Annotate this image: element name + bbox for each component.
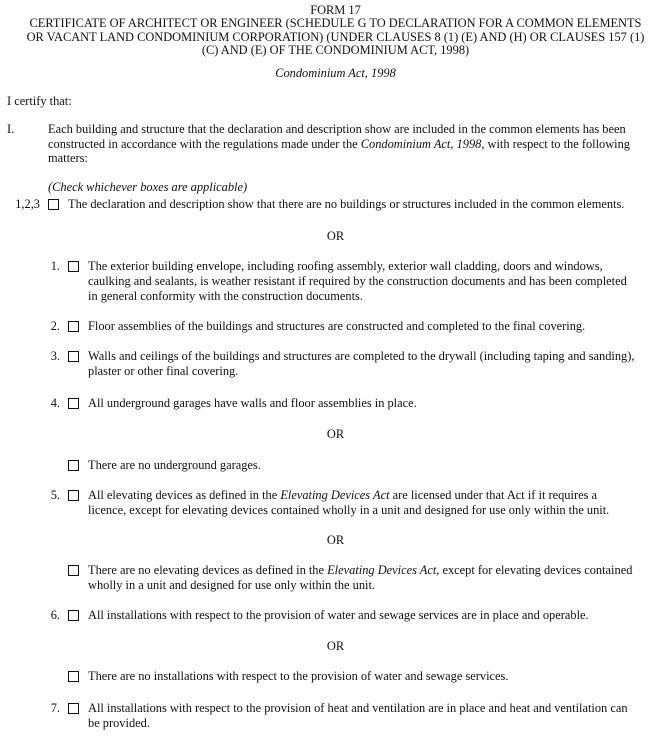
- checkbox-4b[interactable]: [68, 460, 79, 471]
- section-line-2-a: constructed in accordance with the regulations made under the: [48, 137, 361, 151]
- form-title-line-2: OR VACANT LAND CONDOMINIUM CORPORATION) (UNDER CLAUSES 8 (1) (E) AND (H) OR CLAUSES 157 (1): [26, 30, 645, 44]
- item-5-line-2: licence, except for elevating devices contained wholly in a unit and designed for use only within the unit.: [88, 503, 610, 517]
- section-line-2-italic: Condominium Act, 1998: [360, 137, 482, 151]
- item-5b-line-1: [88, 563, 632, 578]
- item-5b-line-1-a: There are no elevating devices as defined in the: [88, 563, 328, 577]
- item-number-1: 1.: [50, 259, 60, 273]
- item-number-2: 2.: [50, 319, 60, 333]
- section-line-2: [48, 137, 630, 152]
- section-line-3: matters:: [48, 151, 88, 165]
- item-5b-line-1-b: , except for elevating devices contained: [436, 563, 633, 577]
- or-separator-4: OR: [326, 639, 345, 653]
- item-5-line-1-a: All elevating devices as defined in the: [88, 488, 281, 502]
- item-number-123: 1,2,3: [15, 197, 40, 211]
- item-1-line-1: The exterior building envelope, including roofing assembly, exterior wall cladding, doors and windows,: [88, 259, 603, 273]
- item-1-line-3: in general conformity with the construction documents.: [88, 289, 363, 303]
- act-name: [0, 66, 671, 81]
- form-title-line-1: CERTIFICATE OF ARCHITECT OR ENGINEER (SCHEDULE G TO DECLARATION FOR A COMMON ELEMENTS: [29, 16, 642, 30]
- section-numeral: I.: [7, 122, 15, 136]
- item-5-line-1: [88, 488, 597, 503]
- checkbox-1[interactable]: [68, 261, 79, 272]
- section-line-2-b: , with respect to the following: [481, 137, 631, 151]
- checkbox-5[interactable]: [68, 490, 79, 501]
- item-3-line-1: Walls and ceilings of the buildings and structures are completed to the drywall (including taping and sanding),: [88, 349, 635, 363]
- item-text-123: The declaration and description show that there are no buildings or structures included in the common elements.: [68, 197, 625, 211]
- item-2-text: Floor assemblies of the buildings and structures are constructed and completed to the final covering.: [88, 319, 586, 333]
- item-5-line-1-italic: Elevating Devices Act: [280, 488, 390, 502]
- item-5b-line-2: wholly in a unit and designed for use only within the unit.: [88, 578, 376, 592]
- item-number-5: 5.: [50, 488, 60, 502]
- item-7-line-2: be provided.: [88, 716, 150, 730]
- item-number-3: 3.: [50, 349, 60, 363]
- checkbox-123[interactable]: [48, 199, 59, 210]
- checkbox-6b[interactable]: [68, 671, 79, 682]
- or-separator-2: OR: [326, 427, 345, 441]
- item-7-line-1: All installations with respect to the provision of heat and ventilation are in place and heat and ventilation can: [88, 701, 628, 715]
- or-separator-3: OR: [326, 533, 345, 547]
- form-number: FORM 17: [310, 3, 361, 17]
- item-number-4: 4.: [50, 396, 60, 410]
- checkbox-6[interactable]: [68, 610, 79, 621]
- item-4-text: All underground garages have walls and floor assemblies in place.: [88, 396, 417, 410]
- item-number-6: 6.: [50, 608, 60, 622]
- item-4b-text: There are no underground garages.: [88, 458, 261, 472]
- check-instruction: [48, 180, 247, 195]
- act-name-text: Condominium Act, 1998: [275, 66, 396, 80]
- item-5-line-1-b: are licensed under that Act if it requires a: [389, 488, 597, 502]
- item-5b-line-1-italic: Elevating Devices Act: [327, 563, 437, 577]
- item-number-7: 7.: [50, 701, 60, 715]
- item-1-line-2: caulking and sealants, is weather resistant if required by the construction documents and has been completed: [88, 274, 627, 288]
- checkbox-2[interactable]: [68, 321, 79, 332]
- intro-text: I certify that:: [7, 94, 72, 108]
- or-separator-1: OR: [326, 229, 345, 243]
- item-6b-text: There are no installations with respect to the provision of water and sewage services.: [88, 669, 509, 683]
- checkbox-5b[interactable]: [68, 565, 79, 576]
- item-6-text: All installations with respect to the provision of water and sewage services are in place and operable.: [88, 608, 589, 622]
- item-3-line-2: plaster or other final covering.: [88, 364, 239, 378]
- form-title-line-3: (C) AND (E) OF THE CONDOMINIUM ACT, 1998): [201, 43, 470, 57]
- checkbox-4[interactable]: [68, 398, 79, 409]
- check-instruction-text: (Check whichever boxes are applicable): [48, 180, 248, 194]
- section-line-1: Each building and structure that the declaration and description show are included in the common elements has been: [48, 122, 626, 136]
- checkbox-7[interactable]: [68, 703, 79, 714]
- checkbox-3[interactable]: [68, 351, 79, 362]
